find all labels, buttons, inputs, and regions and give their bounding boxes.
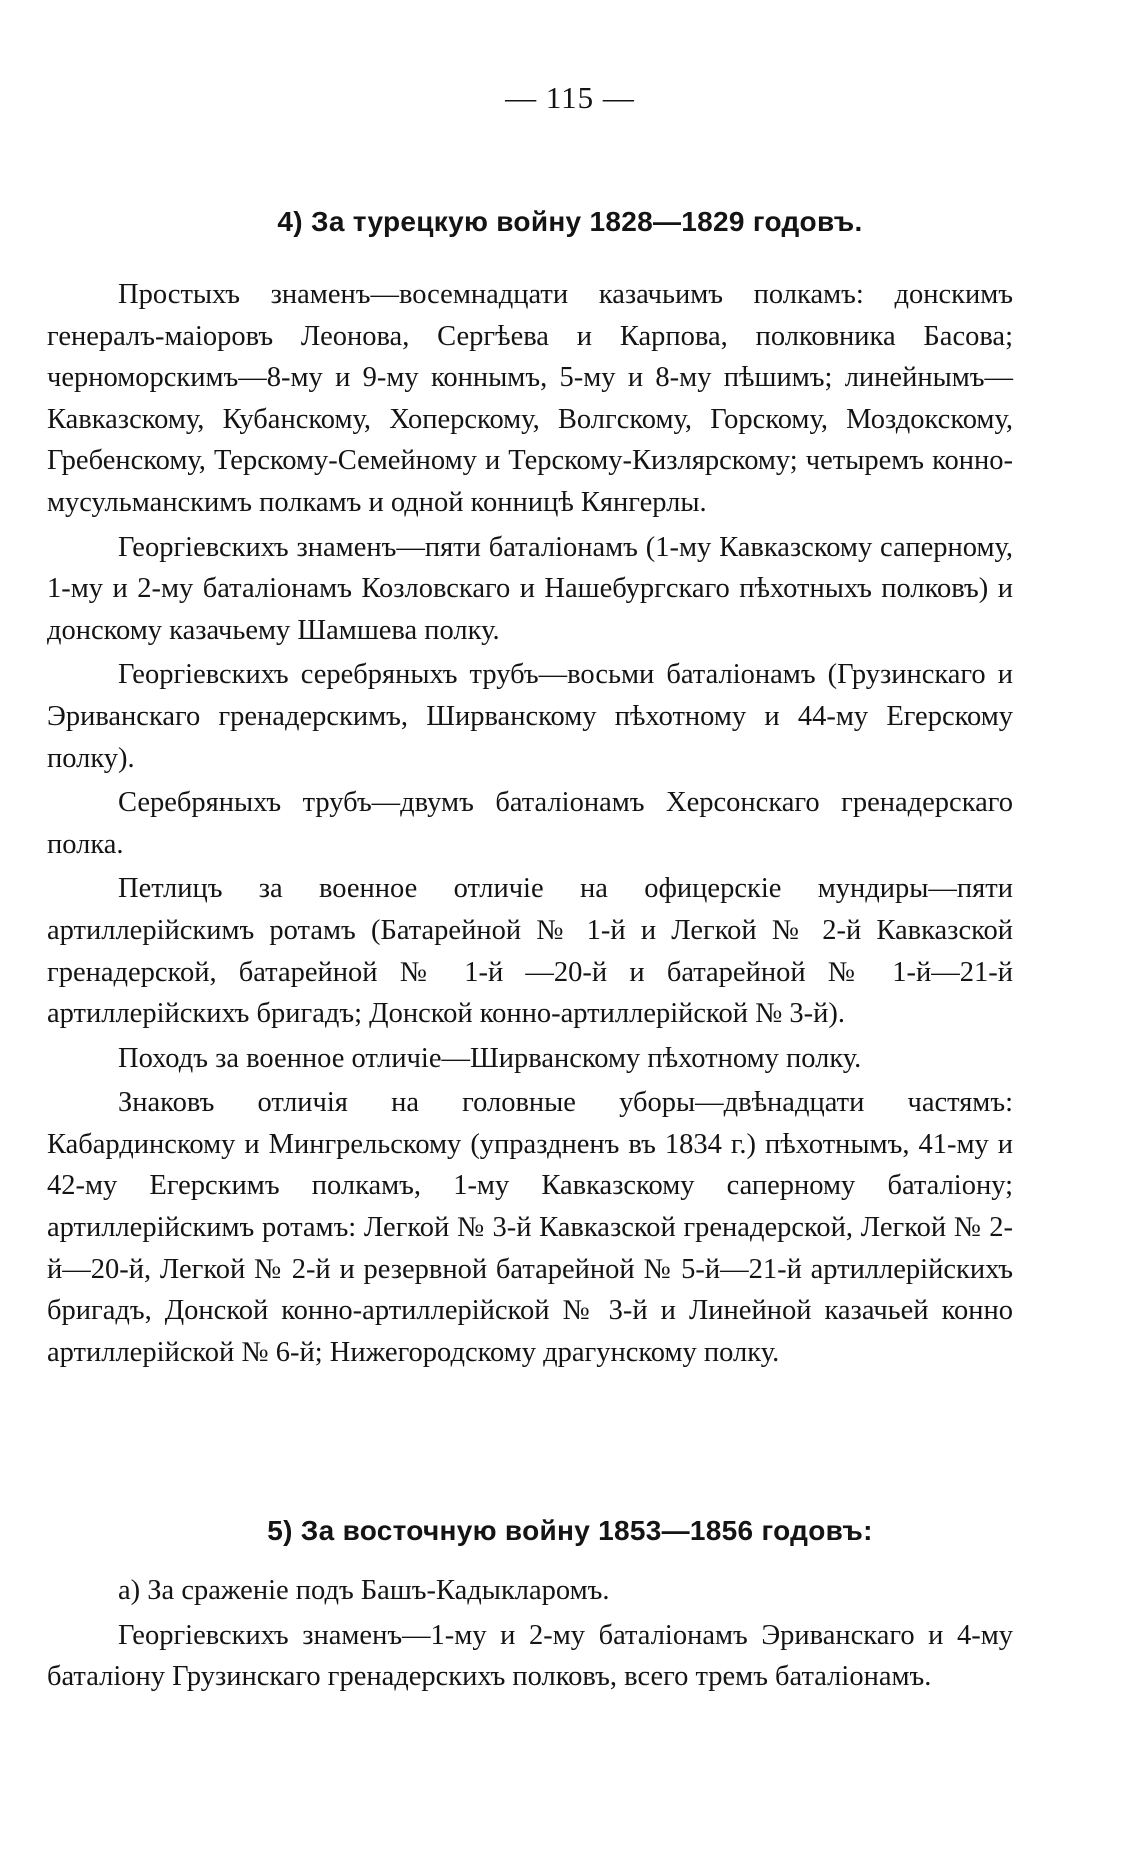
- section-heading-eastern-war: 5) За восточную войну 1853—1856 годовъ:: [267, 1515, 873, 1546]
- paragraph-george-banners: Георгіевскихъ знаменъ—пяти баталіонамъ (1-му Кавказскому саперному, 1-му и 2-му баталіонамъ Козловскаго и Нашебургскаго пѣхотныхъ полковъ) и донскому казачьему Шамшева полку.: [47, 531, 1013, 646]
- paragraph-george-silver-trumpets: Георгіевскихъ серебряныхъ трубъ—восьми баталіонамъ (Грузинскаго и Эриванскаго гренадерскимъ, Ширванскому пѣхотному и 44-му Егерскому полку).: [47, 659, 1013, 774]
- section-body-eastern-war: [47, 1570, 1013, 1698]
- section-heading-turkish-war: 4) За турецкую войну 1828—1829 годовъ.: [277, 206, 863, 237]
- paragraph-march: Походъ за военное отличіе—Ширванскому пѣхотному полку.: [118, 1042, 862, 1074]
- paragraph-buttonholes: Петлицъ за военное отличіе на офицерскіе мундиры—пяти артиллерійскимъ ротамъ (Батарейной № 1-й и Легкой № 2-й Кавказской гренадерской, батарейной № 1-й —20-й и батарейной № 1-й—21-й артиллерійскихъ бригадъ; Донской конно-артиллерійской № 3-й).: [47, 873, 1013, 1030]
- subheading-bash-kadyklar: а) За сраженіе подъ Башъ-Кадыкларомъ.: [118, 1575, 610, 1606]
- paragraph-george-banners-eastern: Георгіевскихъ знаменъ—1-му и 2-му баталіонамъ Эриванскаго и 4-му баталіону Грузинскаго гренадерскихъ полковъ, всего тремъ баталіонамъ.: [47, 1619, 1013, 1693]
- section-body-turkish-war: [47, 274, 1013, 1373]
- paragraph-silver-trumpets: Серебряныхъ трубъ—двумъ баталіонамъ Херсонскаго гренадерскаго полка.: [47, 787, 1013, 860]
- paragraph-simple-banners: Простыхъ знаменъ—восемнадцати казачьимъ полкамъ: донскимъ генералъ-маіоровъ Леонова, Сергѣева и Карпова, полковника Басова; черноморскимъ—8-му и 9-му коннымъ, 5-му и 8-му пѣшимъ; линейнымъ—Кавказскому, Кубанскому, Хоперскому, Волгскому, Горскому, Моздокскому, Гребенскому, Терскому-Семейному и Терскому-Кизлярскому; четыремъ конно-мусульманскимъ полкамъ и одной конницѣ Кянгерлы.: [47, 279, 1013, 518]
- paragraph-headgear-badges: Знаковъ отличія на головные уборы—двѣнадцати частямъ: Кабардинскому и Мингрельскому (упраздненъ въ 1834 г.) пѣхотнымъ, 41-му и 42-му Егерскимъ полкамъ, 1-му Кавказскому саперному баталіону; артиллерійскимъ ротамъ: Легкой № 3-й Кавказской гренадерской, Легкой № 2-й—20-й, Легкой № 2-й и резервной батарейной № 5-й—21-й артиллерійскихъ бригадъ, Донской конно-артиллерійской № 3-й и Линейной казачьей конно артиллерійской № 6-й; Нижегородскому драгунскому полку.: [47, 1087, 1013, 1368]
- page-number: — 115 —: [505, 80, 635, 115]
